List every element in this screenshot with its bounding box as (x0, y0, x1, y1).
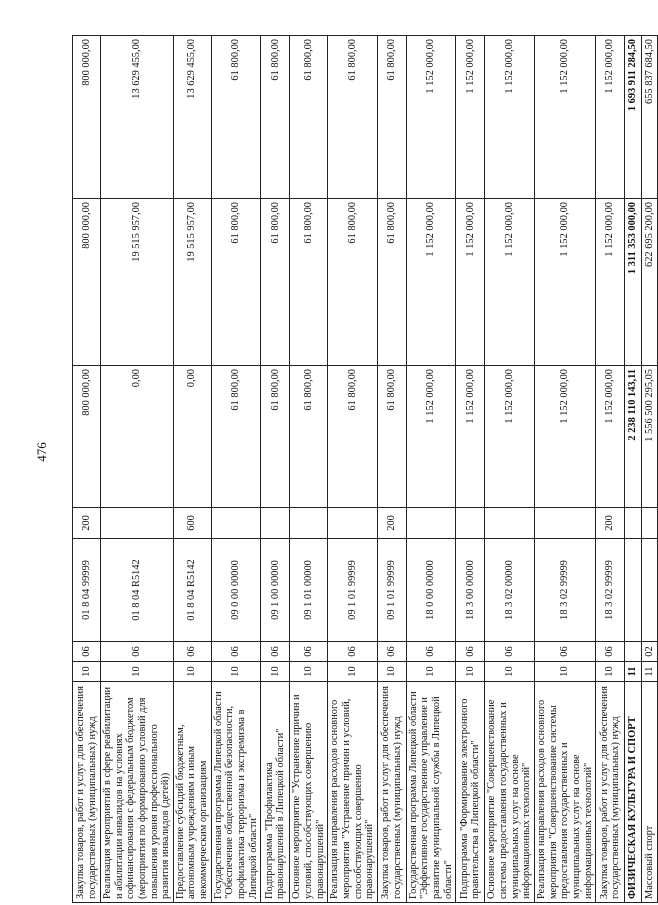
row-name: Закупка товаров, работ и услуг для обеспечения государственных (муниципальных) нужд (596, 682, 625, 903)
table-row (485, 36, 535, 903)
expense-type (211, 508, 261, 539)
table-row (261, 36, 290, 903)
amount-year-3: 1 152 000,00 (406, 36, 456, 199)
chapter-code: 10 (173, 662, 211, 682)
budget-table (72, 35, 658, 903)
subsection-code: 02 (642, 642, 658, 662)
target-article: 09 1 01 99999 (328, 539, 378, 642)
target-article: 01 8 04 99999 (73, 539, 101, 642)
subsection-code: 06 (377, 642, 406, 662)
row-name: Государственная программа Липецкой области "Обеспечение общественной безопасности, профилактика терроризма и экстремизма в Липецкой области" (211, 682, 261, 903)
target-article: 09 1 01 00000 (290, 539, 328, 642)
expense-type (485, 508, 535, 539)
chapter-code: 10 (377, 662, 406, 682)
amount-year-1: 800 000,00 (73, 366, 101, 508)
amount-year-2: 622 695 200,00 (642, 199, 658, 366)
amount-year-3: 61 800,00 (211, 36, 261, 199)
subsection-code: 06 (485, 642, 535, 662)
subsection-code: 06 (328, 642, 378, 662)
chapter-code: 10 (328, 662, 378, 682)
chapter-code: 11 (625, 662, 642, 682)
expense-type (456, 508, 485, 539)
expense-type (625, 508, 642, 539)
target-article: 01 8 04 R5142 (173, 539, 211, 642)
chapter-code: 10 (261, 662, 290, 682)
expense-type: 200 (596, 508, 625, 539)
target-article: 18 3 02 99999 (596, 539, 625, 642)
amount-year-2: 1 311 353 000,00 (625, 199, 642, 366)
page-number-text: 476 (34, 442, 49, 462)
amount-year-3: 61 800,00 (328, 36, 378, 199)
amount-year-1: 1 152 000,00 (485, 366, 535, 508)
row-name: Реализация направления расходов основного мероприятия "Устранение причин и условий, способствующих совершению правонарушений" (328, 682, 378, 903)
amount-year-3: 655 837 684,50 (642, 36, 658, 199)
table-row (173, 36, 211, 903)
amount-year-1: 1 556 500 295,05 (642, 366, 658, 508)
amount-year-3: 1 152 000,00 (456, 36, 485, 199)
row-name: Реализация мероприятий в сфере реабилитации и абилитации инвалидов на условиях софинансирования с федеральным бюджетом (мероприятия по формированию условий для повышения уровня профессионального развития инвалидов (детей)) (101, 682, 174, 903)
table-row (456, 36, 485, 903)
amount-year-1: 61 800,00 (261, 366, 290, 508)
target-article: 09 1 00 00000 (261, 539, 290, 642)
table-row (642, 36, 658, 903)
amount-year-1: 61 800,00 (290, 366, 328, 508)
amount-year-2: 1 152 000,00 (596, 199, 625, 366)
amount-year-3: 61 800,00 (377, 36, 406, 199)
amount-year-2: 1 152 000,00 (406, 199, 456, 366)
amount-year-2: 800 000,00 (73, 199, 101, 366)
table-row (328, 36, 378, 903)
row-name: Массовый спорт (642, 682, 658, 903)
chapter-code: 10 (596, 662, 625, 682)
amount-year-1: 1 152 000,00 (534, 366, 595, 508)
chapter-code: 10 (456, 662, 485, 682)
amount-year-3: 800 000,00 (73, 36, 101, 199)
chapter-code: 11 (642, 662, 658, 682)
amount-year-3: 1 152 000,00 (534, 36, 595, 199)
budget-table-body (73, 36, 658, 903)
target-article: 09 1 01 99999 (377, 539, 406, 642)
table-row (596, 36, 625, 903)
chapter-code: 10 (290, 662, 328, 682)
amount-year-1: 61 800,00 (328, 366, 378, 508)
expense-type: 200 (377, 508, 406, 539)
chapter-code: 10 (485, 662, 535, 682)
subsection-code: 06 (290, 642, 328, 662)
table-row (290, 36, 328, 903)
row-name: Реализация направления расходов основного мероприятия "Совершенствование системы предоставления государственных и муниципальных услуг на основе информационных технологий" (534, 682, 595, 903)
amount-year-1: 0,00 (173, 366, 211, 508)
amount-year-3: 13 629 455,00 (173, 36, 211, 199)
amount-year-2: 61 800,00 (290, 199, 328, 366)
amount-year-2: 61 800,00 (377, 199, 406, 366)
target-article: 18 3 00 00000 (456, 539, 485, 642)
amount-year-1: 61 800,00 (211, 366, 261, 508)
amount-year-2: 19 515 957,00 (173, 199, 211, 366)
amount-year-1: 1 152 000,00 (596, 366, 625, 508)
subsection-code: 06 (406, 642, 456, 662)
subsection-code: 06 (173, 642, 211, 662)
amount-year-3: 13 629 455,00 (101, 36, 174, 199)
table-row (377, 36, 406, 903)
target-article (625, 539, 642, 642)
target-article: 18 3 02 99999 (534, 539, 595, 642)
budget-table-rotated (72, 36, 655, 903)
table-row (211, 36, 261, 903)
chapter-code: 10 (211, 662, 261, 682)
chapter-code: 10 (101, 662, 174, 682)
expense-type (534, 508, 595, 539)
chapter-code: 10 (73, 662, 101, 682)
amount-year-2: 1 152 000,00 (485, 199, 535, 366)
expense-type (642, 508, 658, 539)
expense-type (101, 508, 174, 539)
subsection-code: 06 (534, 642, 595, 662)
row-name: ФИЗИЧЕСКАЯ КУЛЬТУРА И СПОРТ (625, 682, 642, 903)
row-name: Подпрограмма "Профилактика правонарушений в Липецкой области" (261, 682, 290, 903)
row-name: Основное мероприятие "Устранение причин и условий, способствующих совершению правонарушений" (290, 682, 328, 903)
row-name: Предоставление субсидий бюджетным, автономным учреждениям и иным некоммерческим организациям (173, 682, 211, 903)
chapter-code: 10 (534, 662, 595, 682)
target-article: 09 0 00 00000 (211, 539, 261, 642)
table-row (625, 36, 642, 903)
subsection-code: 06 (596, 642, 625, 662)
table-row (406, 36, 456, 903)
amount-year-1: 1 152 000,00 (406, 366, 456, 508)
amount-year-2: 61 800,00 (211, 199, 261, 366)
row-name: Закупка товаров, работ и услуг для обеспечения государственных (муниципальных) нужд (377, 682, 406, 903)
subsection-code (625, 642, 642, 662)
amount-year-3: 61 800,00 (261, 36, 290, 199)
expense-type (290, 508, 328, 539)
expense-type (328, 508, 378, 539)
subsection-code: 06 (261, 642, 290, 662)
amount-year-3: 1 693 911 284,50 (625, 36, 642, 199)
amount-year-2: 61 800,00 (261, 199, 290, 366)
row-name: Основное мероприятие "Совершенствование системы предоставления государственных и муниципальных услуг на основе информационных технологий" (485, 682, 535, 903)
amount-year-3: 1 152 000,00 (485, 36, 535, 199)
amount-year-2: 19 515 957,00 (101, 199, 174, 366)
table-row (101, 36, 174, 903)
subsection-code: 06 (211, 642, 261, 662)
subsection-code: 06 (73, 642, 101, 662)
row-name: Подпрограмма "Формирование электронного правительства в Липецкой области" (456, 682, 485, 903)
table-row (534, 36, 595, 903)
row-name: Закупка товаров, работ и услуг для обеспечения государственных (муниципальных) нужд (73, 682, 101, 903)
target-article: 01 8 04 R5142 (101, 539, 174, 642)
amount-year-2: 1 152 000,00 (534, 199, 595, 366)
table-row (73, 36, 101, 903)
expense-type: 600 (173, 508, 211, 539)
target-article: 18 3 02 00000 (485, 539, 535, 642)
target-article (642, 539, 658, 642)
amount-year-1: 61 800,00 (377, 366, 406, 508)
expense-type (406, 508, 456, 539)
subsection-code: 06 (456, 642, 485, 662)
amount-year-3: 1 152 000,00 (596, 36, 625, 199)
amount-year-3: 61 800,00 (290, 36, 328, 199)
amount-year-1: 1 152 000,00 (456, 366, 485, 508)
target-article: 18 0 00 00000 (406, 539, 456, 642)
amount-year-1: 0,00 (101, 366, 174, 508)
row-name: Государственная программа Липецкой области "Эффективное государственное управление и развитие муниципальной службы в Липецкой области" (406, 682, 456, 903)
amount-year-2: 1 152 000,00 (456, 199, 485, 366)
expense-type (261, 508, 290, 539)
subsection-code: 06 (101, 642, 174, 662)
amount-year-1: 2 238 110 143,11 (625, 366, 642, 508)
amount-year-2: 61 800,00 (328, 199, 378, 366)
chapter-code: 10 (406, 662, 456, 682)
expense-type: 200 (73, 508, 101, 539)
